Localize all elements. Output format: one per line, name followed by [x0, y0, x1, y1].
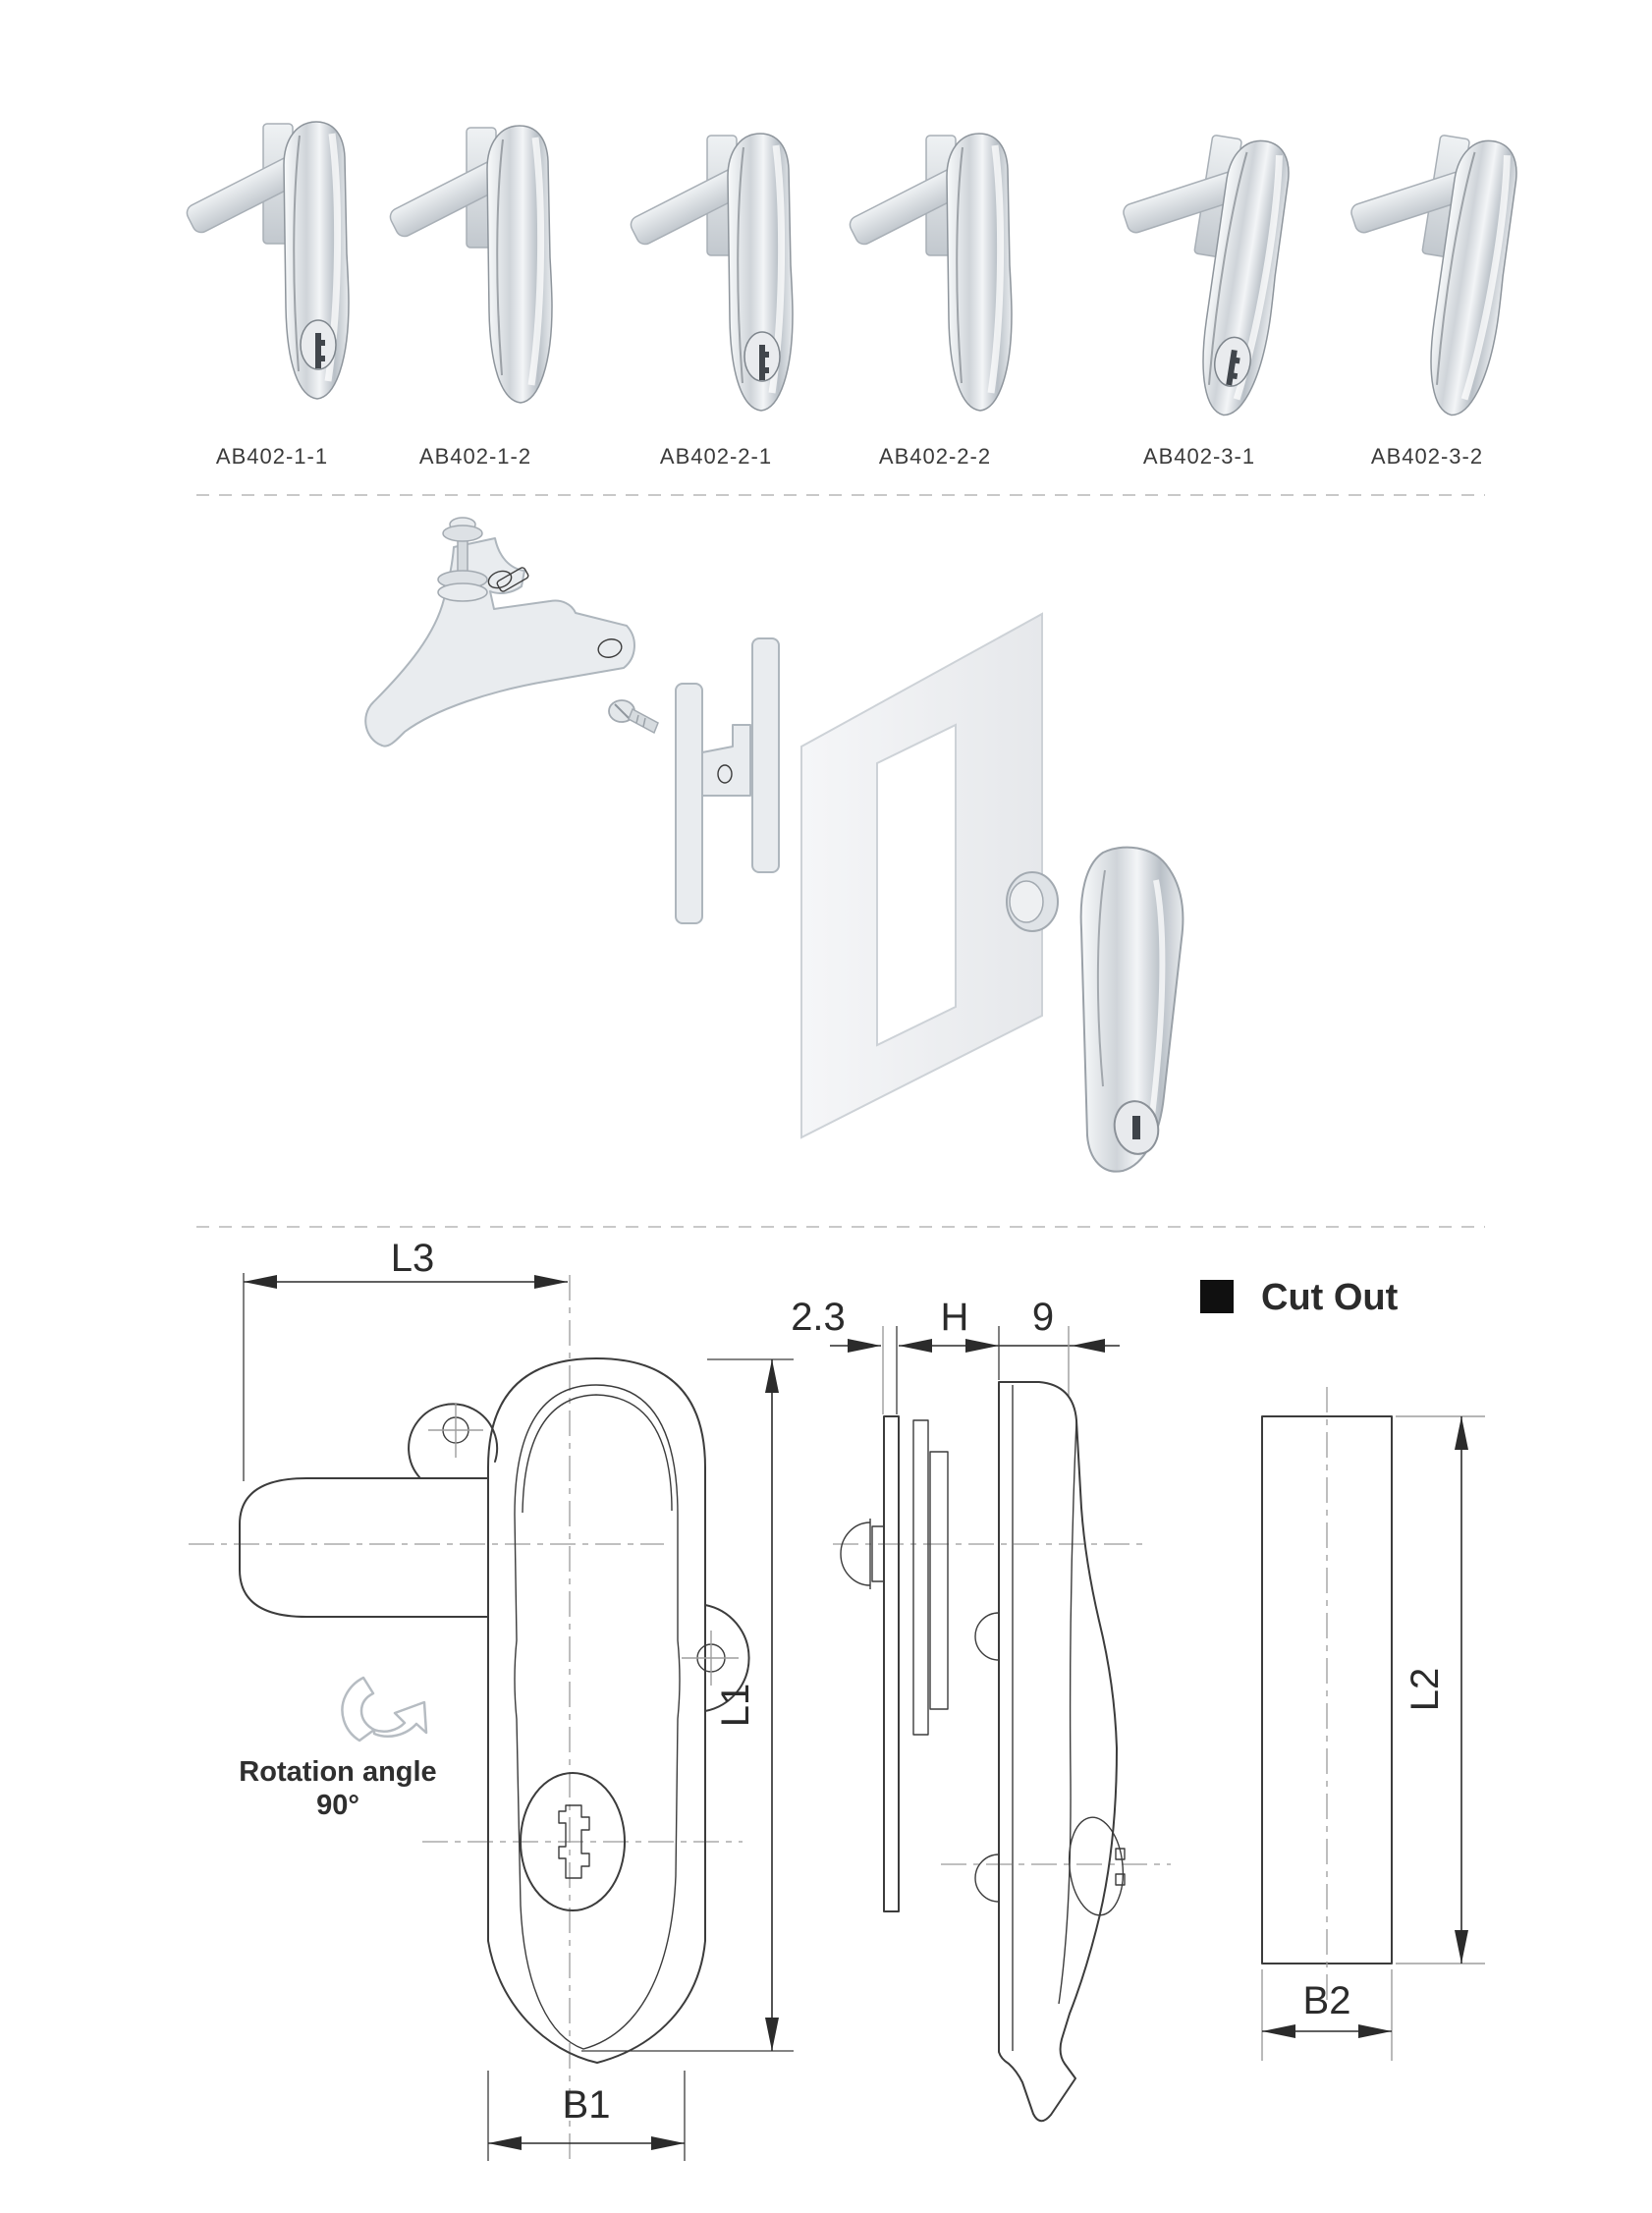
cutout-label: Cut Out [1261, 1277, 1399, 1318]
product-photo-ab402-1-2 [372, 110, 578, 415]
product-model-label: AB402-1-2 [418, 444, 532, 469]
side-view-drawing [791, 1296, 1171, 2121]
cutout-legend-square-icon [1200, 1280, 1234, 1313]
product-model-label: AB402-3-1 [1142, 444, 1256, 469]
dashed-separator [196, 494, 1485, 496]
exploded-assembly-diagram [0, 501, 1652, 1228]
front-view-drawing [189, 1237, 794, 2161]
dim-label-b2: B2 [1302, 1979, 1351, 2022]
rotation-angle-value: 90° [316, 1790, 359, 1821]
product-model-label: AB402-2-1 [659, 444, 773, 469]
door-panel [801, 614, 1042, 1137]
screw-icon [609, 700, 658, 733]
rotation-arrow-icon [342, 1678, 426, 1741]
dim-label-depth: 9 [1031, 1296, 1055, 1339]
product-photo-ab402-1-1 [169, 106, 375, 411]
product-photo-ab402-3-2 [1324, 124, 1530, 428]
cutout-view-drawing [1200, 1277, 1485, 2061]
dim-label-panel-thickness: 2.3 [791, 1296, 846, 1339]
cam-plate [365, 518, 634, 747]
product-photo-ab402-2-2 [832, 118, 1038, 422]
product-photo-ab402-3-1 [1096, 124, 1302, 428]
dim-label-b1: B1 [562, 2083, 611, 2127]
product-model-label: AB402-3-2 [1370, 444, 1484, 469]
product-model-label: AB402-1-1 [215, 444, 329, 469]
mounting-bracket [676, 638, 779, 923]
dimension-drawings [0, 1228, 1652, 2213]
dim-label-l1: L1 [714, 1683, 757, 1728]
dim-label-l3: L3 [390, 1237, 435, 1280]
rotation-angle-label: Rotation angle [239, 1756, 437, 1788]
product-model-label: AB402-2-2 [878, 444, 992, 469]
dim-label-h: H [940, 1296, 969, 1339]
product-photo-ab402-2-1 [613, 118, 819, 422]
dim-label-l2: L2 [1404, 1667, 1447, 1712]
